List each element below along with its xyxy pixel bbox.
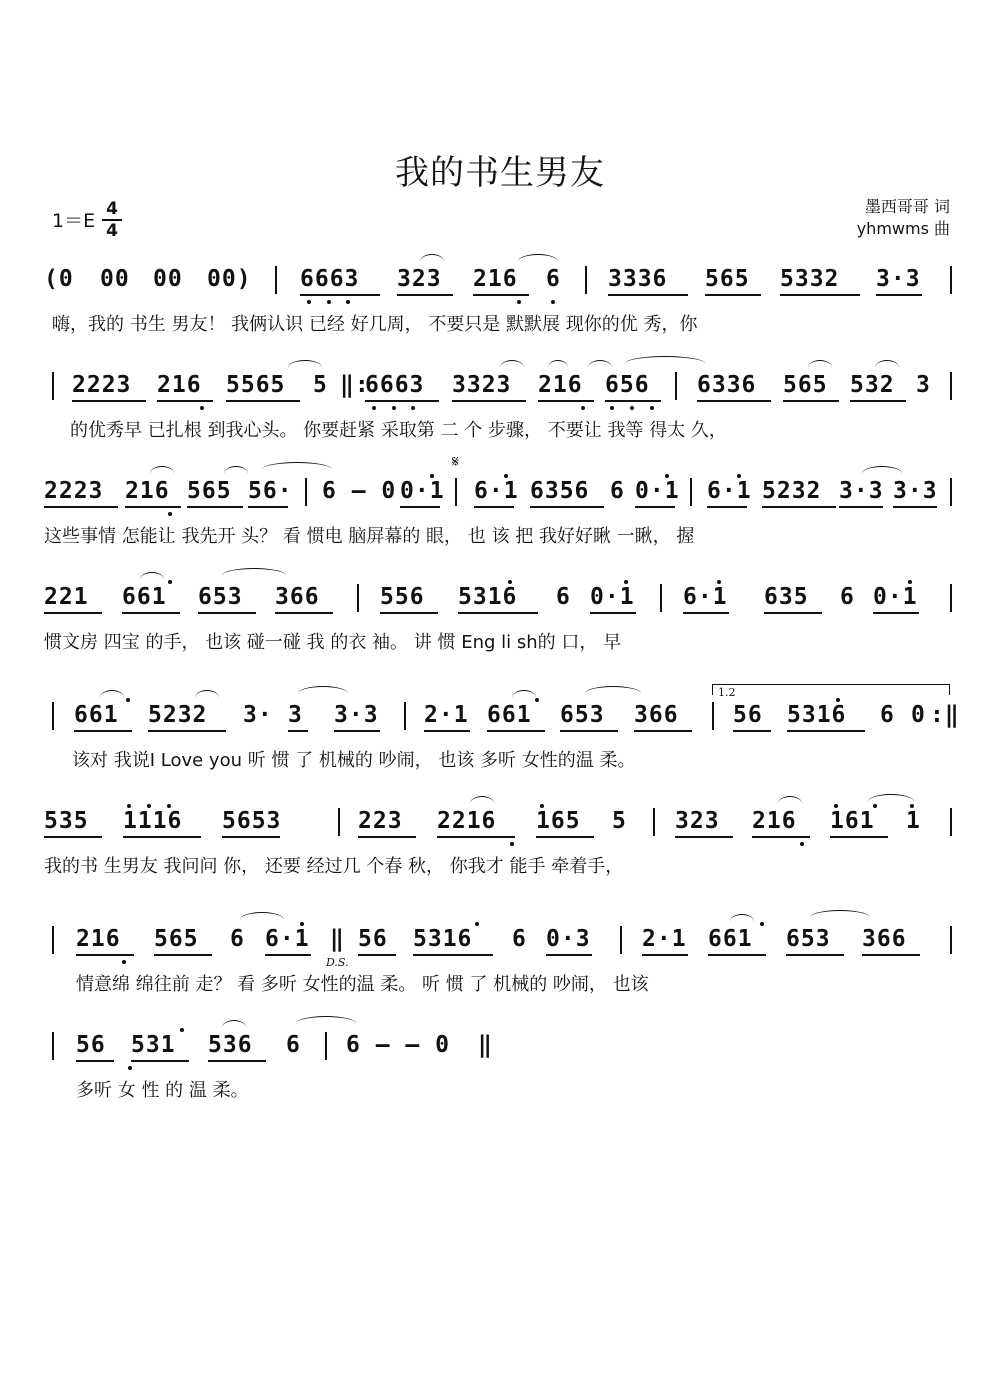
lyrics-line: 的优秀早 已扎根 到我心头。 你要赶紧 采取第 二 个 步骤， 不要让 我等 得太 久， — [70, 420, 727, 441]
note-group: 6 — [556, 584, 571, 610]
note-group: 0·1 — [590, 584, 635, 610]
note-group: 3336 — [608, 266, 668, 292]
note-group: 6 — [840, 584, 855, 610]
note-group: 0 — [911, 702, 926, 728]
note-group: 161 — [830, 808, 875, 834]
score-system-2 — [0, 368, 1000, 468]
note-group: 2223 — [44, 478, 104, 504]
volta-bracket — [712, 684, 950, 695]
note-group: 323 — [397, 266, 442, 292]
note-group: 5 — [313, 372, 328, 398]
score-system-4 — [0, 580, 1000, 680]
score-system-8 — [0, 1028, 1000, 1128]
note-group: 2·1 — [642, 926, 687, 952]
note-group: 221 — [44, 584, 89, 610]
barline — [690, 478, 692, 506]
note-group: 5232 — [762, 478, 822, 504]
volta-label: 1.2 — [718, 686, 736, 699]
note-group: 653 — [560, 702, 605, 728]
repeat-end: :‖ — [930, 702, 960, 728]
note-group: 3·3 — [334, 702, 379, 728]
note-group: 223 — [358, 808, 403, 834]
barline — [950, 266, 952, 294]
note-group: 0·1 — [873, 584, 918, 610]
barline — [52, 372, 54, 400]
note-group: 5 — [612, 808, 627, 834]
barline — [950, 926, 952, 954]
note-group: 3·3 — [839, 478, 884, 504]
time-bottom: 4 — [106, 221, 118, 241]
barline — [950, 808, 952, 836]
note-group: 565 — [783, 372, 828, 398]
note-group: 6 — [230, 926, 245, 952]
credits — [857, 196, 950, 240]
double-barline: ‖ — [478, 1032, 493, 1058]
barline — [675, 372, 677, 400]
note-group: 565 — [705, 266, 750, 292]
score-system-5 — [0, 686, 1000, 798]
barline — [653, 808, 655, 836]
note-group: 56· — [248, 478, 293, 504]
note-group: 535 — [44, 808, 89, 834]
note-group: 6 — [512, 926, 527, 952]
note-group: 6 — [546, 266, 561, 292]
note-group: 653 — [786, 926, 831, 952]
ds-mark: D.S. — [326, 956, 349, 969]
note-group: 3323 — [452, 372, 512, 398]
barline — [52, 1032, 54, 1060]
note-group: 6·1 — [707, 478, 752, 504]
lyrics-line: 该对 我说I Love you 听 惯 了 机械的 吵闹， 也该 多听 女性的温 柔。 — [72, 750, 636, 771]
note-group: 635 — [764, 584, 809, 610]
note-group: 661 — [487, 702, 532, 728]
barline — [325, 1032, 327, 1060]
note-group: 2·1 — [424, 702, 469, 728]
repeat-start: ‖: — [340, 372, 370, 398]
note-group: 3· — [243, 702, 273, 728]
time-signature — [102, 200, 122, 240]
note-group: 323 — [675, 808, 720, 834]
note-group: 0·1 — [635, 478, 680, 504]
note-group: 5232 — [148, 702, 208, 728]
note-group: 216 — [752, 808, 797, 834]
note-group: 216 — [125, 478, 170, 504]
barline — [950, 584, 952, 612]
barline — [275, 266, 277, 294]
note-group: 656 — [605, 372, 650, 398]
lyrics-line: 这些事情 怎能让 我先开 头？ 看 惯电 脑屏幕的 眼， 也 该 把 我好好瞅 一瞅， 握 — [44, 526, 695, 547]
barline — [712, 702, 714, 730]
lyrics-line: 惯文房 四宝 的手， 也该 碰一碰 我 的衣 袖。 讲 惯 Eng li sh的 口， 早 — [44, 632, 622, 653]
double-barline: ‖ — [330, 926, 345, 952]
note-group: 6356 — [530, 478, 590, 504]
note-group: 2223 — [72, 372, 132, 398]
note-group: 5332 — [780, 266, 840, 292]
note-group: 661 — [122, 584, 167, 610]
barline — [620, 926, 622, 954]
barline — [338, 808, 340, 836]
score-system-7 — [0, 922, 1000, 1022]
barline — [52, 702, 54, 730]
note-group: 653 — [198, 584, 243, 610]
note-group: 6663 — [300, 266, 360, 292]
lyrics-line: 我的书 生男友 我问问 你， 还要 经过几 个春 秋， 你我才 能手 牵着手， — [44, 856, 624, 877]
note-group: 00 — [153, 266, 183, 292]
lyrics-line: 情意绵 绵往前 走？ 看 多听 女性的温 柔。 听 惯 了 机械的 吵闹， 也该 — [76, 974, 649, 995]
note-group: 00 — [100, 266, 130, 292]
note-group: 6 — [286, 1032, 301, 1058]
barline — [455, 478, 457, 506]
note-group: 6 – – 0 — [346, 1032, 450, 1058]
note-group: 556 — [380, 584, 425, 610]
barline — [404, 702, 406, 730]
barline — [52, 926, 54, 954]
note-group: 00) — [207, 266, 252, 292]
note-group: 6·1 — [683, 584, 728, 610]
lyricist-credit: 墨西哥哥 词 — [864, 197, 950, 216]
note-group: 6336 — [697, 372, 757, 398]
time-top: 4 — [106, 199, 118, 219]
note-group: 1116 — [123, 808, 183, 834]
note-group: 6 – 0 — [322, 478, 397, 504]
barline — [950, 372, 952, 400]
score-system-6 — [0, 804, 1000, 904]
note-group: 56 — [358, 926, 388, 952]
note-group: 5565 — [226, 372, 286, 398]
note-group: 3·3 — [893, 478, 938, 504]
lyrics-line: 嗨，我的 书生 男友！ 我俩认识 已经 好几周， 不要只是 默默展 现你的优 秀，你 — [52, 314, 698, 335]
note-group: 56 — [76, 1032, 106, 1058]
barline — [660, 584, 662, 612]
score-system-1 — [0, 262, 1000, 362]
note-group: 1 — [906, 808, 921, 834]
note-group: 3 — [288, 702, 303, 728]
barline — [950, 478, 952, 506]
barline — [305, 478, 307, 506]
note-group: (0 — [44, 266, 74, 292]
note-group: 6·1 — [265, 926, 310, 952]
song-title: 我的书生男友 — [395, 153, 605, 193]
segno-mark: 𝄋 — [452, 452, 459, 471]
note-group: 366 — [275, 584, 320, 610]
note-group: 216 — [538, 372, 583, 398]
note-group: 5653 — [222, 808, 282, 834]
composer-credit: yhmwms 曲 — [856, 219, 950, 238]
note-group: 536 — [208, 1032, 253, 1058]
barline — [357, 584, 359, 612]
note-group: 6663 — [365, 372, 425, 398]
note-group: 2216 — [437, 808, 497, 834]
note-group: 565 — [187, 478, 232, 504]
note-group: 531 — [131, 1032, 176, 1058]
note-group: 3·3 — [876, 266, 921, 292]
note-group: 56 — [733, 702, 763, 728]
note-group: 216 — [473, 266, 518, 292]
note-group: 366 — [862, 926, 907, 952]
note-group: 5316 — [787, 702, 847, 728]
score-system-3 — [0, 452, 1000, 574]
note-group: 165 — [536, 808, 581, 834]
note-group: 0·3 — [546, 926, 591, 952]
barline — [585, 266, 587, 294]
note-group: 3 — [916, 372, 931, 398]
note-group: 565 — [154, 926, 199, 952]
lyrics-line: 多听 女 性 的 温 柔。 — [76, 1080, 249, 1101]
note-group: 216 — [157, 372, 202, 398]
note-group: 6·1 — [474, 478, 519, 504]
key-label: 1＝E — [52, 210, 96, 232]
note-group: 661 — [74, 702, 119, 728]
note-group: 6 — [610, 478, 625, 504]
note-group: 5316 — [458, 584, 518, 610]
note-group: 532 — [850, 372, 895, 398]
note-group: 6 — [880, 702, 895, 728]
note-group: 661 — [708, 926, 753, 952]
note-group: 5316 — [413, 926, 473, 952]
note-group: 366 — [634, 702, 679, 728]
note-group: 216 — [76, 926, 121, 952]
note-group: 0·1 — [400, 478, 445, 504]
